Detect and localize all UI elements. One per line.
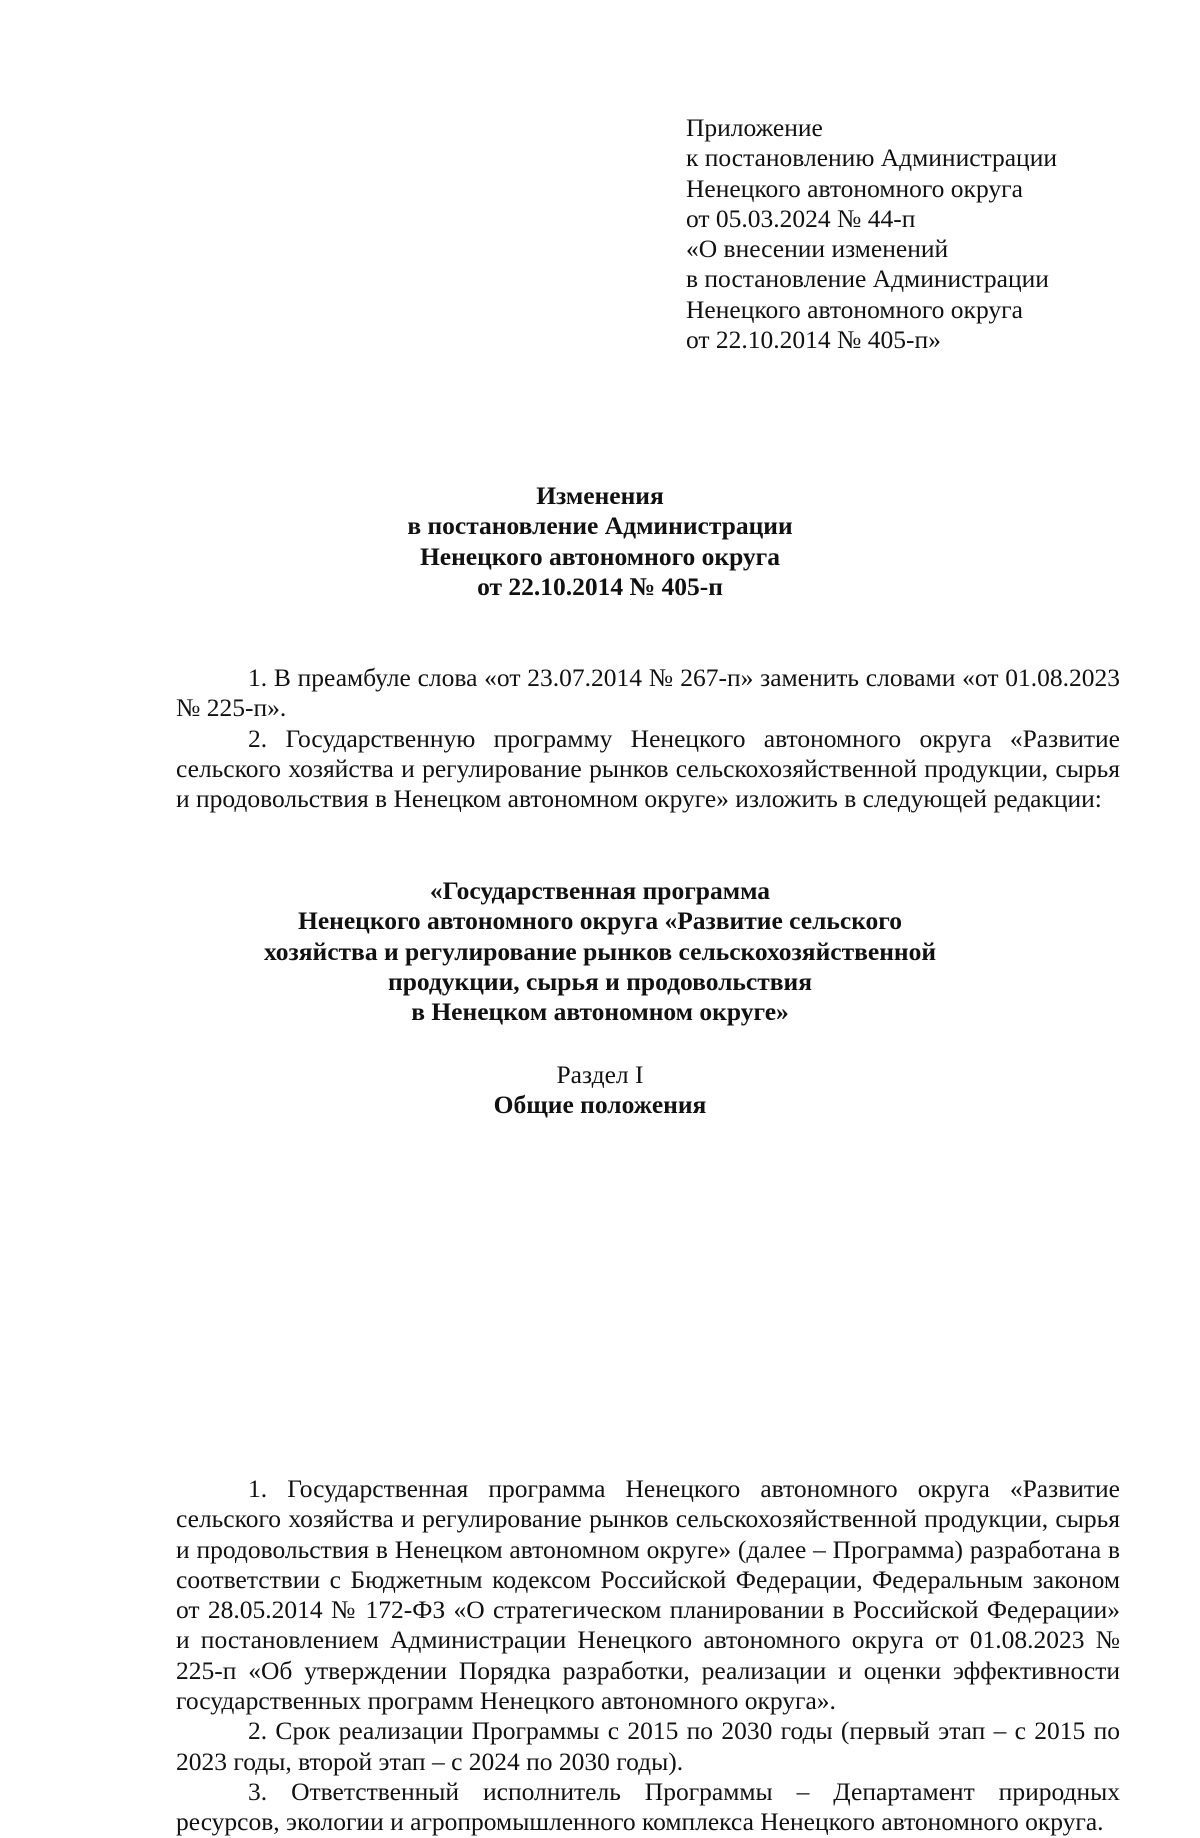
appendix-line: в постановление Администрации: [686, 264, 1049, 294]
document-title: [0, 481, 1200, 602]
appendix-line: Ненецкого автономного округа: [686, 294, 1023, 324]
program-title: [0, 876, 1200, 1027]
provision-item: 1. Государственная программа Ненецкого автономного округа «Развитие сельского хозяйства и регулирование рынков сельскохозяйственной продукции, сырья и продовольствия в Ненецком автономном округе» (далее – Программа) разработана в соответствии с Бюджетным кодексом Российской Федерации, Федеральным законом от 28.05.2014 № 172-ФЗ «О стратегическом планировании в Российской Федерации» и постановлением Администрации Ненецкого автономного округа от 01.08.2023 № 225-п «Об утверждении Порядка разработки, реализации и оценки эффективности государственных программ Ненецкого автономного округа».: [176, 1474, 1120, 1716]
appendix-line: Ненецкого автономного округа: [686, 173, 1023, 203]
program-title-line: продукции, сырья и продовольствия: [388, 966, 812, 996]
appendix-line: к постановлению Администрации: [686, 143, 1057, 173]
title-line: в постановление Администрации: [407, 511, 793, 541]
program-title-line: в Ненецком автономном округе»: [411, 997, 789, 1027]
provision-item: 3. Ответственный исполнитель Программы – Департамент природных ресурсов, экологии и агропромышленного комплекса Ненецкого автономного округа.: [176, 1776, 1120, 1837]
change-item: 2. Государственную программу Ненецкого автономного округа «Развитие сельского хозяйства и регулирование рынков сельскохозяйственной продукции, сырья и продовольствия в Ненецком автономном округе» изложить в следующей редакции:: [176, 723, 1120, 814]
program-title-line: Ненецкого автономного округа «Развитие сельского: [298, 906, 902, 936]
section-heading: [0, 1060, 1200, 1121]
appendix-line: Приложение: [686, 113, 823, 142]
appendix-line: «О внесении изменений: [686, 234, 949, 264]
program-title-line: «Государственная программа: [429, 876, 771, 905]
section-title: Общие положения: [493, 1090, 707, 1120]
title-line: Ненецкого автономного округа: [419, 541, 781, 571]
program-title-line: хозяйства и регулирование рынков сельскохозяйственной: [263, 936, 937, 966]
appendix-block: [686, 113, 1126, 355]
changes-list: [176, 663, 1120, 814]
title-line: Изменения: [536, 481, 664, 510]
title-line: от 22.10.2014 № 405-п: [477, 571, 723, 601]
appendix-line: от 22.10.2014 № 405-п»: [686, 325, 941, 355]
change-item: 1. В преамбуле слова «от 23.07.2014 № 267-п» заменить словами «от 01.08.2023 № 225-п».: [176, 663, 1120, 723]
provisions-list: [176, 1474, 1120, 1838]
provision-item: 2. Срок реализации Программы с 2015 по 2030 годы (первый этап – с 2015 по 2023 годы, второй этап – с 2024 по 2030 годы).: [176, 1716, 1120, 1776]
appendix-line: от 05.03.2024 № 44-п: [686, 203, 916, 233]
section-label: Раздел I: [556, 1060, 644, 1089]
